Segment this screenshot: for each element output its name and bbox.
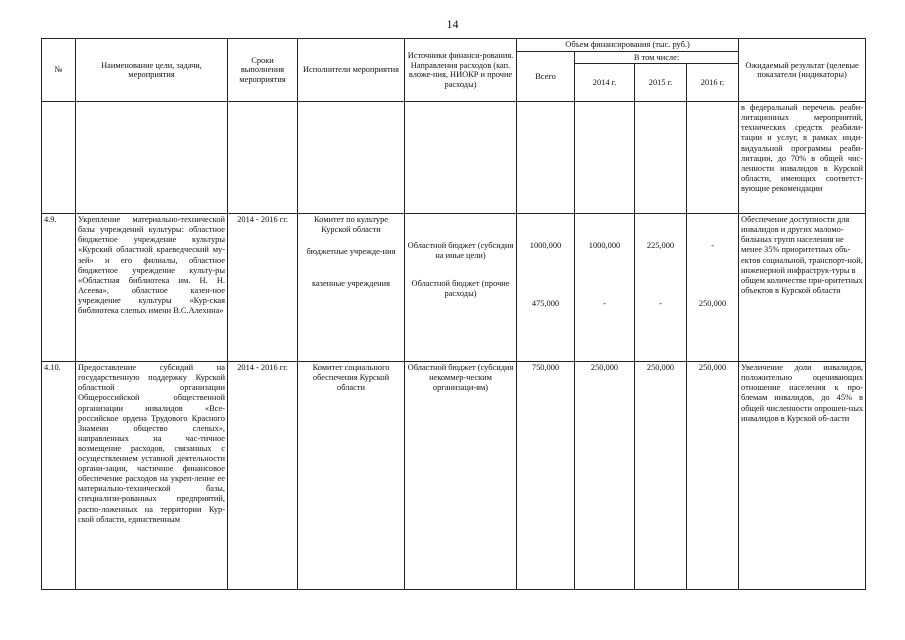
- row-4-9-2014: [575, 214, 635, 362]
- header-year-2015: 2015 г.: [635, 64, 687, 102]
- header-name: Наименование цели, задачи, мероприятия: [76, 39, 228, 102]
- row-4-9-source-2: Областной бюджет (прочие расходы): [411, 279, 510, 299]
- header-year-2014: 2014 г.: [575, 64, 635, 102]
- row-4-10-2014: 250,000: [575, 362, 635, 590]
- row-4-9-num: 4.9.: [42, 214, 76, 362]
- row-4-9-2015-1: 225,000: [646, 241, 675, 251]
- header-funding-volume: Объем финансирования (тыс. руб.): [517, 39, 739, 52]
- row-4-9-executors: [298, 214, 405, 362]
- header-total: Всего: [517, 51, 575, 102]
- row-4-10-executor: Комитет социального обеспечения Курской области: [298, 362, 405, 590]
- row-4-9-result: Обеспечение доступности для инвалидов и других маломо-бильных групп населения не менее 35% приоритетных объ-ектов социальной, транспорт-ной, инженерной инфраструк-туры в общем количестве при-оритетных объектов в Курской области: [739, 214, 866, 362]
- row-4-9-2016: [687, 214, 739, 362]
- row-4-9-2016-1: -: [711, 241, 714, 251]
- row-4-9-executor-state-institutions: казенные учреждения: [312, 279, 390, 289]
- row-4-10-terms: 2014 - 2016 гг.: [228, 362, 298, 590]
- header-including: В том числе:: [575, 51, 739, 64]
- row-continuation-result: в федеральный перечень реаби-литационных мероприятий, технических средств реабили-тации и услуг, в рамках инди-видуальной программы реаби-литации, до 70% в общей чис-ленности инвалидов в Курской области, имеющих соответст-вующие рекомендации: [739, 102, 866, 214]
- row-4-9-sources: [405, 214, 517, 362]
- row-4-9-terms: 2014 - 2016 гг.: [228, 214, 298, 362]
- table-row-4-9: [42, 214, 866, 362]
- row-4-9-2014-2: -: [603, 299, 606, 309]
- row-4-10-2016: 250,000: [687, 362, 739, 590]
- header-num: №: [42, 39, 76, 102]
- row-4-9-total-1: 1000,000: [529, 241, 562, 251]
- header-expected-result: Ожидаемый результат (целевые показатели (индикаторы): [739, 39, 866, 102]
- table-row-4-10: [42, 362, 866, 590]
- row-4-9-name: Укрепление материально-технической базы учреждений культуры: областное бюджетное учреждение культуры «Курский областной краеведческий му-зей» и его филиалы, областное бюджетное учреждение культу-ры «Областная библиотека им. Н. Н. Асеева», областное казен-ное учреждение культуры «Кур-ская библиотека слепых имени В.С.Алехина»: [76, 214, 228, 362]
- row-4-9-executor-committee: Комитет по культуре Курской области: [314, 215, 388, 235]
- program-activities-table: [41, 38, 866, 590]
- row-4-9-2014-1: 1000,000: [588, 241, 621, 251]
- row-4-10-result: Увеличение доли инвалидов, положительно оценивающих отношение населения к про-блемам инвалидов, до 45% в общей численности опрошен-ных инвалидов в Курской об-ласти: [739, 362, 866, 590]
- header-executors: Исполнители мероприятия: [298, 39, 405, 102]
- row-4-9-2015: [635, 214, 687, 362]
- table-row-continuation: [42, 102, 866, 214]
- row-4-10-total: 750,000: [517, 362, 575, 590]
- page-number: 14: [446, 17, 459, 31]
- header-sources: Источники финанси-рования. Направления расходов (кап. вложе-ния, НИОКР и прочие расходы): [405, 39, 517, 102]
- header-terms: Сроки выполнения мероприятия: [228, 39, 298, 102]
- row-4-9-total-2: 475,000: [531, 299, 560, 309]
- row-4-9-2016-2: 250,000: [698, 299, 727, 309]
- row-4-10-name: Предоставление субсидий на государственную поддержку Курской областной организации Общероссийской общественной организации инвалидов «Все-российское ордена Трудового Красного Знамени общество слепых», направленных на час-тичное возмещение расходов, связанных с осуществлением уставной деятельности органи-зации, частичное финансовое обеспечение расходов на укреп-ление ее материально-технической базы, специализи-рованных предприятий, распо-ложенных на территории Кур-ской области, единственным: [76, 362, 228, 590]
- row-4-10-num: 4.10.: [42, 362, 76, 590]
- row-4-9-total: [517, 214, 575, 362]
- row-4-9-executor-budget-institutions: бюджетные учрежде-ния: [306, 247, 396, 257]
- row-4-10-2015: 250,000: [635, 362, 687, 590]
- header-year-2016: 2016 г.: [687, 64, 739, 102]
- row-4-9-source-1: Областной бюджет (субсидия на иные цели): [407, 241, 514, 261]
- row-4-10-source: Областной бюджет (субсидия некоммер-ческим организаци-ям): [405, 362, 517, 590]
- row-4-9-2015-2: -: [659, 299, 662, 309]
